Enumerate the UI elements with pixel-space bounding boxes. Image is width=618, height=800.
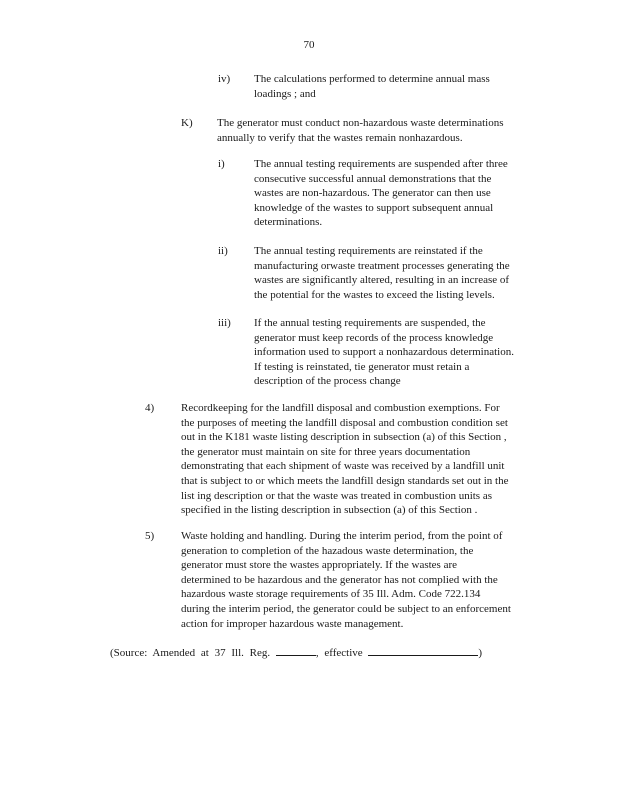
text-line: annually to verify that the wastes remain nonhazardous. [217,131,463,144]
source-note [110,644,482,661]
text-line: the purposes of meeting the landfill disposal and combustion condition set [181,416,508,429]
item-text [254,72,526,101]
text-line: The annual testing requirements are reinstated if the [254,245,483,257]
text-line: knowledge of the wastes to support subsequent annual [254,201,494,214]
blank-effective-date [368,644,478,656]
text-line: action for improper hazardous waste management. [181,617,404,630]
text-line: description of the process change [254,375,401,388]
text-line: determinations. [254,216,323,229]
text-line: information used to support a nonhazardous determination. [254,346,514,359]
source-prefix: (Source: Amended at 37 Ill. Reg. [110,647,271,659]
item-label: iv) [218,73,231,85]
text-line: generator must store the wastes appropriately. If the wastes are [181,559,458,572]
text-line: generator must keep records of the process knowledge [254,331,494,344]
text-line: out in the K181 waste listing description in subsection (a) of this Section , [181,431,507,444]
text-line: generation to completion of the hazadous waste determination, the [181,544,474,557]
text-line: hazardous waste storage requirements of 35 Ill. Adm. Code 722.134 [181,588,481,601]
text-line: consecutive successful annual demonstrations that the [254,172,492,185]
item-label: ii) [218,245,228,257]
page-number: 70 [303,39,315,51]
item-label: 5) [145,530,155,542]
item-text [181,401,557,518]
text-line: wastes are significantly altered, resulting in an increase of [254,274,510,287]
item-text [254,244,546,302]
item-label: iii) [218,317,231,329]
text-line: the potential for the wastes to exceed the listing levels. [254,288,495,301]
item-label: i) [218,158,225,170]
text-line: The annual testing requirements are suspended after three [254,158,508,170]
text-line: during the interim period, the generator could be subject to an enforcement [181,602,511,615]
text-line: If testing is reinstated, tie generator must retain a [254,360,470,373]
text-line: Waste holding and handling. During the interim period, from the point of [181,530,503,542]
item-label: K) [181,117,193,129]
text-line: The calculations performed to determine annual mass [254,73,490,85]
blank-reg-page [276,644,316,656]
item-text [254,316,536,389]
item-text [254,157,544,230]
text-line: determined to be hazardous and the generator has not complied with the [181,573,498,586]
text-line: that is subject to or which meets the landfill design standards set out in the [181,474,509,487]
text-line: list ing description or that the waste was treated in combustion units as [181,489,492,502]
text-line: wastes are non-hazardous. The generator can then use [254,187,491,200]
text-line: specified in the listing description in subsection (a) of this Section . [181,504,478,517]
item-text [181,529,553,631]
source-suffix: ) [478,647,483,659]
item-label: 4) [145,402,155,414]
text-line: If the annual testing requirements are suspended, the [254,317,486,329]
item-text [217,116,527,145]
source-middle: , effective [315,647,363,659]
text-line: demonstrating that each shipment of waste was received by a landfill unit [181,460,505,473]
text-line: Recordkeeping for the landfill disposal and combustion exemptions. For [181,402,500,414]
text-line: manufacturing orwaste treatment processes generating the [254,259,510,272]
text-line: loadings ; and [254,87,316,100]
text-line: The generator must conduct non-hazardous waste determinations [217,117,504,129]
text-line: the generator must maintain on site for three years documentation [181,445,471,458]
